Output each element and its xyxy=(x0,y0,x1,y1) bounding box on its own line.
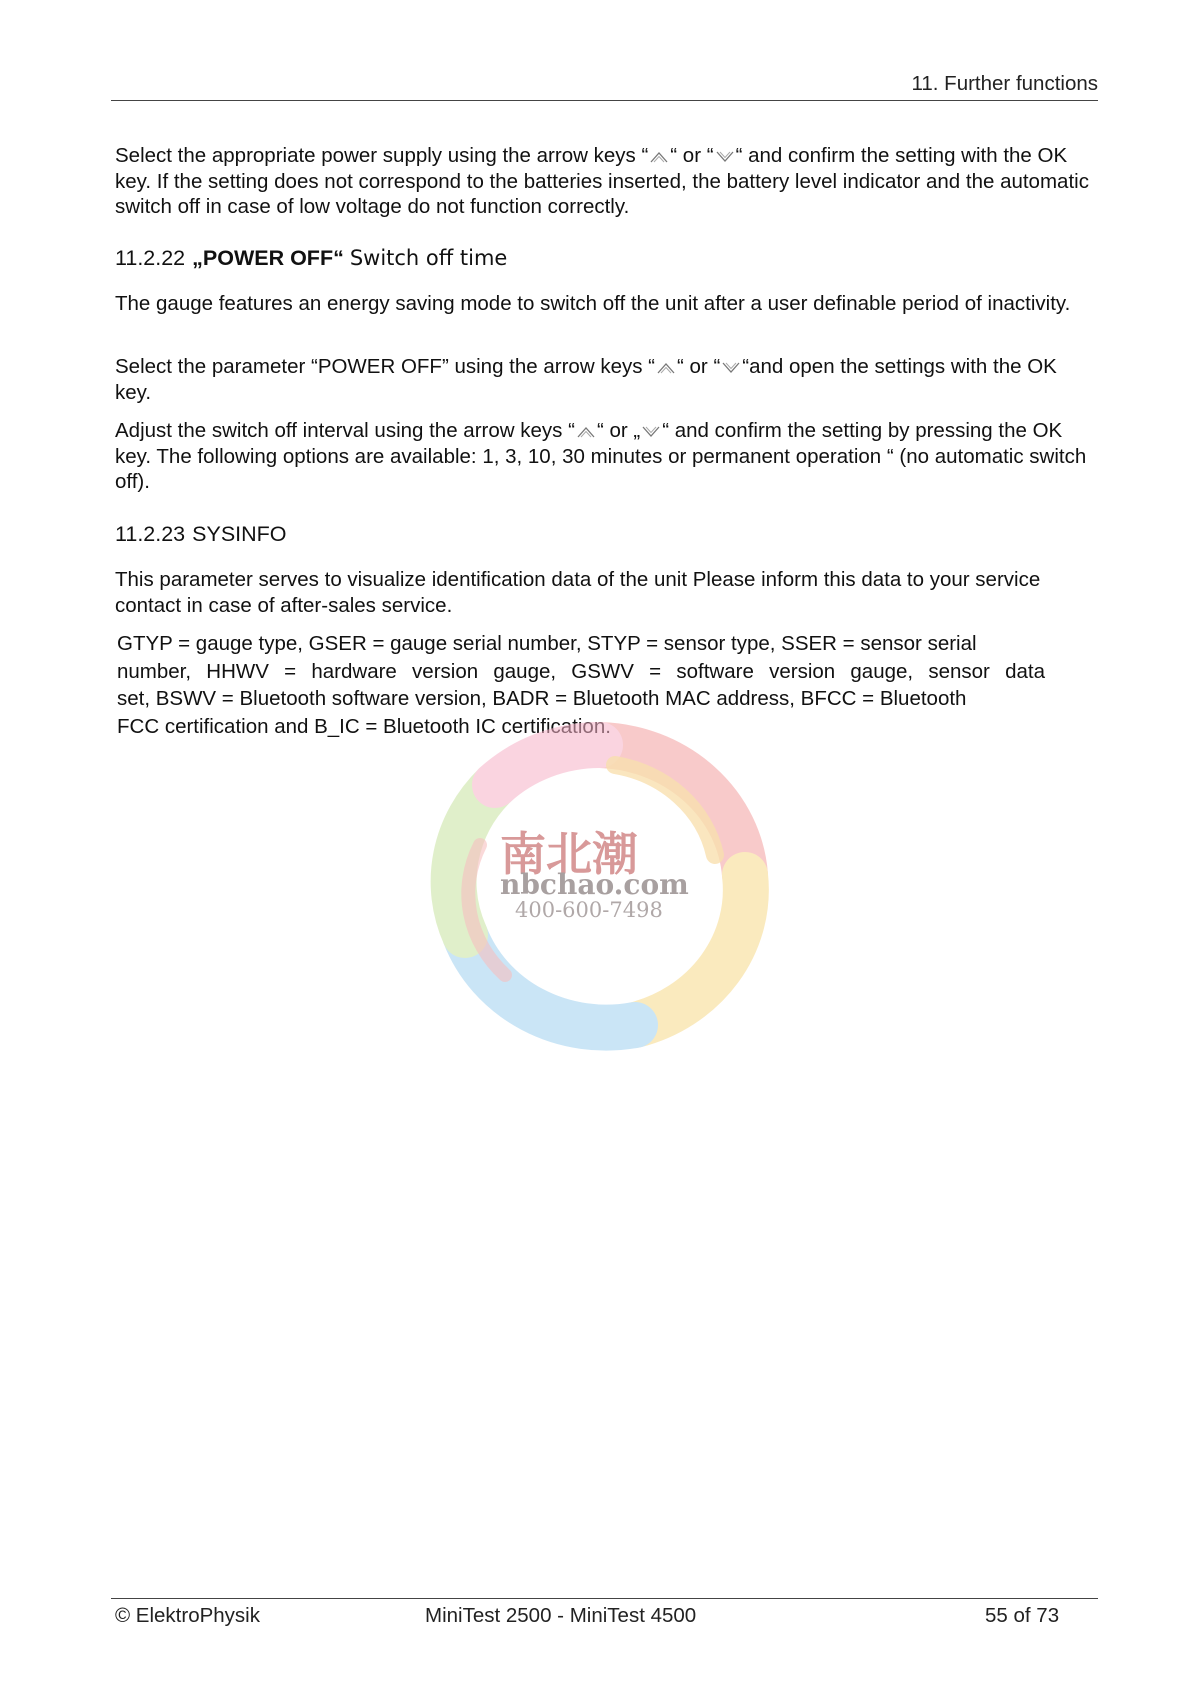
watermark-chinese: 南北潮 xyxy=(500,827,638,881)
footer-product: MiniTest 2500 - MiniTest 4500 xyxy=(425,1604,697,1627)
heading-power-off: 11.2.22 „POWER OFF“ Switch off time xyxy=(115,246,508,270)
paragraph-power-supply: Select the appropriate power supply using the arrow keys “ “ or “ “ and confirm the setting with the OK key. If the setting does not correspond to the batteries inserted, the battery level indicator and the automatic switch off in case of low voltage do not function correctly. xyxy=(115,144,1089,218)
arrow-up-key-icon xyxy=(576,425,596,439)
footer-copyright: © ElektroPhysik xyxy=(115,1604,260,1627)
footer-rule xyxy=(111,1598,1098,1599)
arrow-up-key-icon xyxy=(656,361,676,375)
arrow-up-key-icon xyxy=(649,150,669,164)
codes-line: set, BSWV = Bluetooth software version, BADR = Bluetooth MAC address, BFCC = Bluetooth xyxy=(117,687,967,710)
codes-line: FCC certification and B_IC = Bluetooth IC certification. xyxy=(117,714,611,738)
codes-line: GTYP = gauge type, GSER = gauge serial number, STYP = sensor type, SSER = sensor serial xyxy=(117,632,977,655)
paragraph-switch-off-interval: Adjust the switch off interval using the arrow keys “ “ or „ “ and confirm the setting by pressing the OK key. The following options are available: 1, 3, 10, 30 minutes or permanent operation “ (no automatic switch off). xyxy=(115,419,1087,493)
header-rule xyxy=(111,100,1098,101)
heading-sysinfo: 11.2.23 SYSINFO xyxy=(115,522,287,546)
paragraph-sysinfo: This parameter serves to visualize identification data of the unit Please inform this data to your service contact in case of after-sales service. xyxy=(115,568,1041,617)
watermark-phone: 400-600-7498 xyxy=(515,898,663,922)
paragraph-energy-saving: The gauge features an energy saving mode to switch off the unit after a user definable period of inactivity. xyxy=(115,292,1071,315)
arrow-down-key-icon xyxy=(641,425,661,439)
arrow-down-key-icon xyxy=(715,150,735,164)
arrow-down-key-icon xyxy=(721,361,741,375)
codes-line: number, HHWV = hardware version gauge, GSWV = software version gauge, sensor data xyxy=(117,659,1045,683)
watermark-site: nbchao.com xyxy=(500,868,689,901)
running-header: 11. Further functions xyxy=(911,72,1098,95)
footer-page-number: 55 of 73 xyxy=(985,1604,1060,1627)
paragraph-select-power-off: Select the parameter “POWER OFF” using the arrow keys “ “ or “ “and open the settings with the OK key. xyxy=(115,355,1057,404)
